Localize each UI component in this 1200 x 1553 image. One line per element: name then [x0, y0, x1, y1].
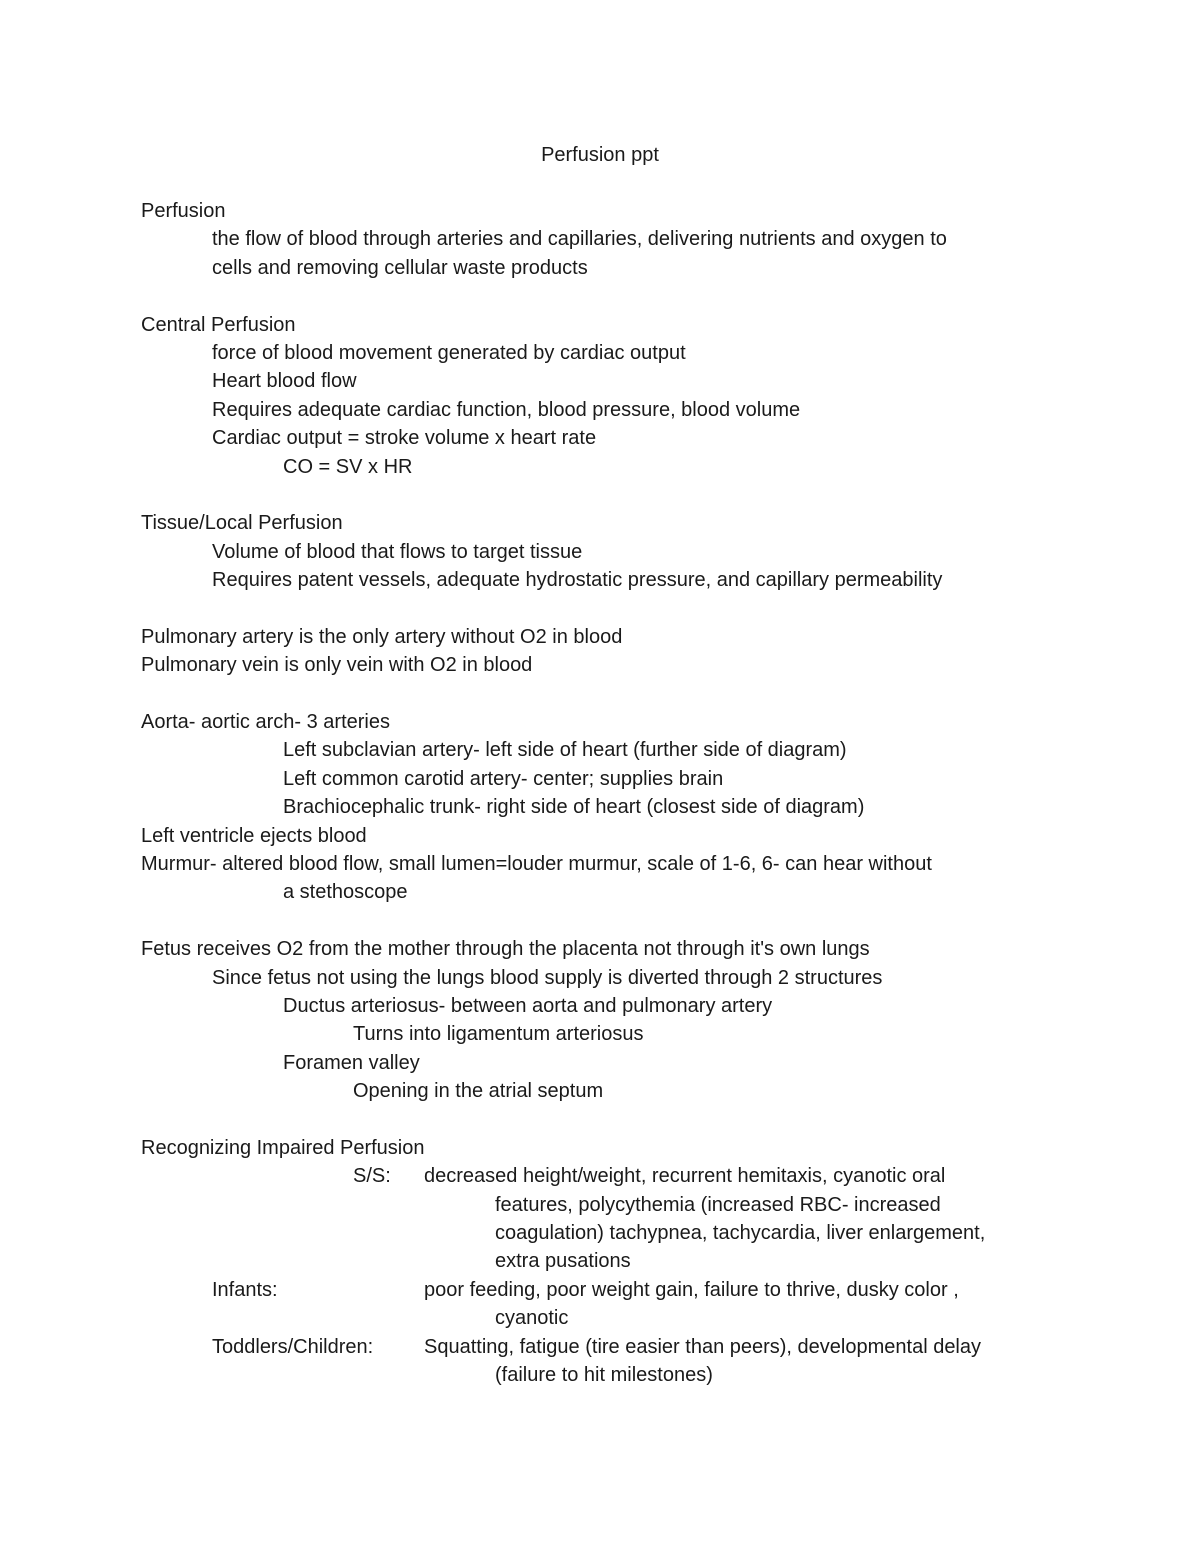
page-title: Perfusion ppt	[541, 144, 659, 166]
text-line: Pulmonary artery is the only artery without O2 in blood	[141, 625, 623, 648]
text-line: Requires patent vessels, adequate hydrostatic pressure, and capillary permeability	[212, 569, 943, 592]
text-line: Volume of blood that flows to target tissue	[212, 540, 583, 563]
signs-symptoms-row	[141, 1162, 1141, 1190]
text-line: Ductus arteriosus- between aorta and pulmonary artery	[283, 994, 773, 1017]
section-heading-central-perfusion: Central Perfusion	[141, 313, 296, 336]
text-line: Heart blood flow	[212, 370, 357, 393]
section-heading-aorta: Aorta- aortic arch- 3 arteries	[141, 711, 390, 734]
text-line: features, polycythemia (increased RBC- increased	[495, 1193, 941, 1216]
text-line: extra pusations	[495, 1250, 631, 1273]
text-line: Turns into ligamentum arteriosus	[353, 1023, 644, 1046]
infants-label: Infants:	[212, 1278, 278, 1301]
text-line: Murmur- altered blood flow, small lumen=louder murmur, scale of 1-6, 6- can hear without	[141, 852, 932, 875]
text-line: Left ventricle ejects blood	[141, 824, 367, 847]
text-line: Pulmonary vein is only vein with O2 in blood	[141, 654, 533, 677]
text-line: (failure to hit milestones)	[495, 1364, 713, 1387]
text-line: cyanotic	[495, 1307, 569, 1330]
text-line: cells and removing cellular waste products	[212, 256, 588, 279]
section-heading-perfusion: Perfusion	[141, 200, 226, 222]
text-line: Left subclavian artery- left side of heart (further side of diagram)	[283, 739, 847, 762]
text-line: poor feeding, poor weight gain, failure to thrive, dusky color ,	[424, 1278, 959, 1301]
section-heading-tissue-perfusion: Tissue/Local Perfusion	[141, 512, 343, 535]
toddlers-label: Toddlers/Children:	[212, 1335, 374, 1358]
section-heading-impaired-perfusion: Recognizing Impaired Perfusion	[141, 1136, 425, 1159]
text-line: Squatting, fatigue (tire easier than peers), developmental delay	[424, 1335, 982, 1358]
text-line: coagulation) tachypnea, tachycardia, liver enlargement,	[495, 1222, 986, 1245]
section-heading-fetus: Fetus receives O2 from the mother through the placenta not through it's own lungs	[141, 938, 870, 961]
text-line: decreased height/weight, recurrent hemitaxis, cyanotic oral	[424, 1165, 946, 1188]
text-line: Opening in the atrial septum	[353, 1080, 604, 1103]
text-line: force of blood movement generated by cardiac output	[212, 341, 686, 364]
document-body	[141, 197, 1141, 1389]
infants-row	[141, 1276, 1141, 1304]
text-line: the flow of blood through arteries and capillaries, delivering nutrients and oxygen to	[212, 228, 947, 251]
formula-line: CO = SV x HR	[283, 455, 413, 478]
text-line: Brachiocephalic trunk- right side of heart (closest side of diagram)	[283, 796, 865, 819]
text-line: a stethoscope	[283, 881, 408, 904]
text-line: Cardiac output = stroke volume x heart rate	[212, 427, 597, 450]
toddlers-row	[141, 1333, 1141, 1361]
signs-symptoms-label: S/S:	[353, 1165, 391, 1188]
text-line: Requires adequate cardiac function, blood pressure, blood volume	[212, 398, 801, 421]
text-line: Foramen valley	[283, 1051, 420, 1074]
text-line: Left common carotid artery- center; supplies brain	[283, 767, 724, 790]
text-line: Since fetus not using the lungs blood supply is diverted through 2 structures	[212, 966, 883, 989]
